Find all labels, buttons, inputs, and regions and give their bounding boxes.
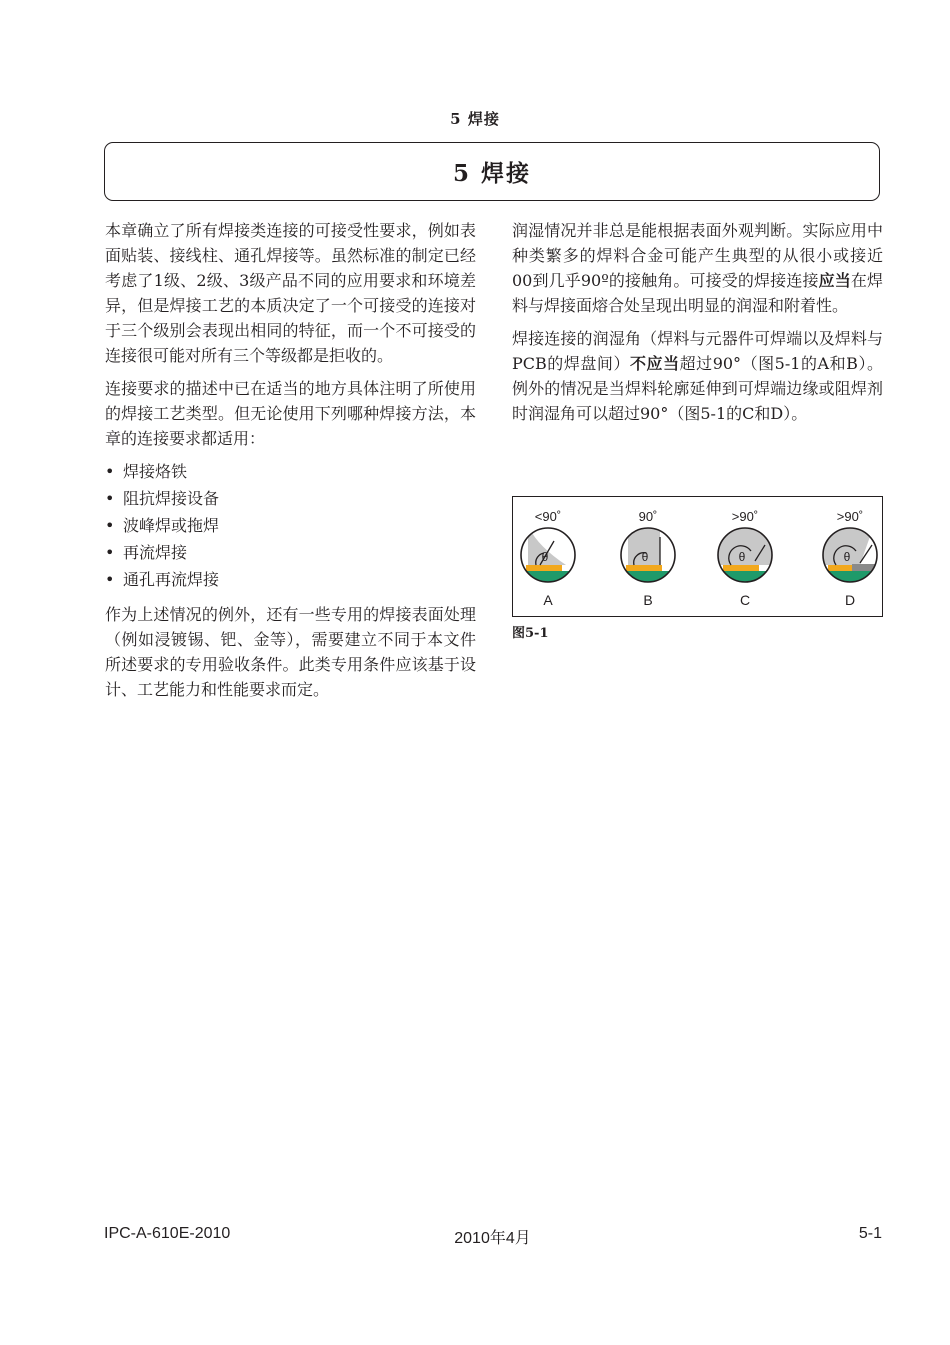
- bullet-marker: •: [105, 489, 115, 508]
- wetting-angle-paragraph: 焊接连接的润湿角（焊料与元器件可焊端以及焊料与PCB的焊盘间）不应当超过90°（图5-1的A和B）。例外的情况是当焊料轮廓延伸到可焊端边缘或阻焊剂时润湿角可以超过90°（图5-1的C和D）。: [512, 329, 883, 423]
- figure-panel: [521, 509, 575, 608]
- panel-letter: C: [739, 592, 751, 608]
- angle-label: 90˚: [638, 509, 658, 524]
- exception-paragraph: 作为上述情况的例外，还有一些专用的焊接表面处理（例如浸镀锡、钯、金等），需要建立不同于本文件所述要求的专用验收条件。此类专用条件应该基于设计、工艺能力和性能要求而定。: [105, 605, 476, 699]
- panel-letter: A: [543, 592, 553, 608]
- angle-label: >90˚: [836, 509, 864, 524]
- list-item: • 波峰焊或拖焊: [105, 513, 476, 540]
- figure-caption: 图5-1: [512, 626, 549, 641]
- theta-symbol: θ: [843, 550, 851, 564]
- theta-symbol: θ: [541, 550, 549, 564]
- bullet-marker: •: [105, 570, 115, 589]
- footer-date: 2010年4月: [454, 1230, 531, 1247]
- wetting-angle-figure: [512, 496, 883, 617]
- solder-mask: [852, 564, 882, 571]
- soldering-methods-list: [105, 459, 476, 594]
- emphasis-shall-not: 不应当: [630, 354, 680, 373]
- solder-pad: [828, 565, 852, 571]
- list-item: • 阻抗焊接设备: [105, 486, 476, 513]
- emphasis-shall: 应当: [818, 271, 851, 290]
- figure-panel: [820, 509, 882, 608]
- running-head: 5 焊接: [450, 110, 500, 128]
- left-column: [105, 218, 476, 710]
- right-column: [512, 218, 883, 434]
- bullet-marker: •: [105, 516, 115, 535]
- theta-symbol: θ: [641, 550, 649, 564]
- solder-pad: [526, 565, 562, 571]
- figure-panel: [715, 509, 773, 608]
- footer-document-id: IPC-A-610E-2010: [104, 1225, 231, 1242]
- panel-letter: D: [844, 592, 856, 608]
- wetting-angle-diagram: [513, 497, 882, 616]
- figure-panel: [621, 509, 675, 608]
- angle-label: >90˚: [731, 509, 759, 524]
- list-item: • 再流焊接: [105, 540, 476, 567]
- list-item: • 焊接烙铁: [105, 459, 476, 486]
- theta-symbol: θ: [738, 550, 746, 564]
- bullet-marker: •: [105, 462, 115, 481]
- footer-page-number: 5-1: [858, 1225, 882, 1242]
- chapter-title-box: [104, 142, 880, 201]
- intro-paragraph: 本章确立了所有焊接类连接的可接受性要求，例如表面贴装、接线柱、通孔焊接等。虽然标准的制定已经考虑了1级、2级、3级产品不同的应用要求和环境差异，但是焊接工艺的本质决定了一个可接受的连接对于三个级别会表现出相同的特征，而一个不可接受的连接很可能对所有三个等级都是拒收的。: [105, 221, 476, 365]
- wetting-paragraph: 润湿情况并非总是能根据表面外观判断。实际应用中种类繁多的焊料合金可能产生典型的从很小或接近00到几乎90º的接触角。可接受的焊接连接应当在焊料与焊接面熔合处呈现出明显的润湿和附着性。: [512, 221, 883, 315]
- angle-label: <90˚: [534, 509, 562, 524]
- process-paragraph: 连接要求的描述中已在适当的地方具体注明了所使用的焊接工艺类型。但无论使用下列哪种焊接方法，本章的连接要求都适用：: [105, 379, 476, 448]
- bullet-marker: •: [105, 543, 115, 562]
- chapter-title: 5 焊接: [452, 160, 531, 187]
- list-item: • 通孔再流焊接: [105, 567, 476, 594]
- panel-letter: B: [643, 592, 653, 608]
- solder-pad: [626, 565, 662, 571]
- solder-pad: [723, 565, 759, 571]
